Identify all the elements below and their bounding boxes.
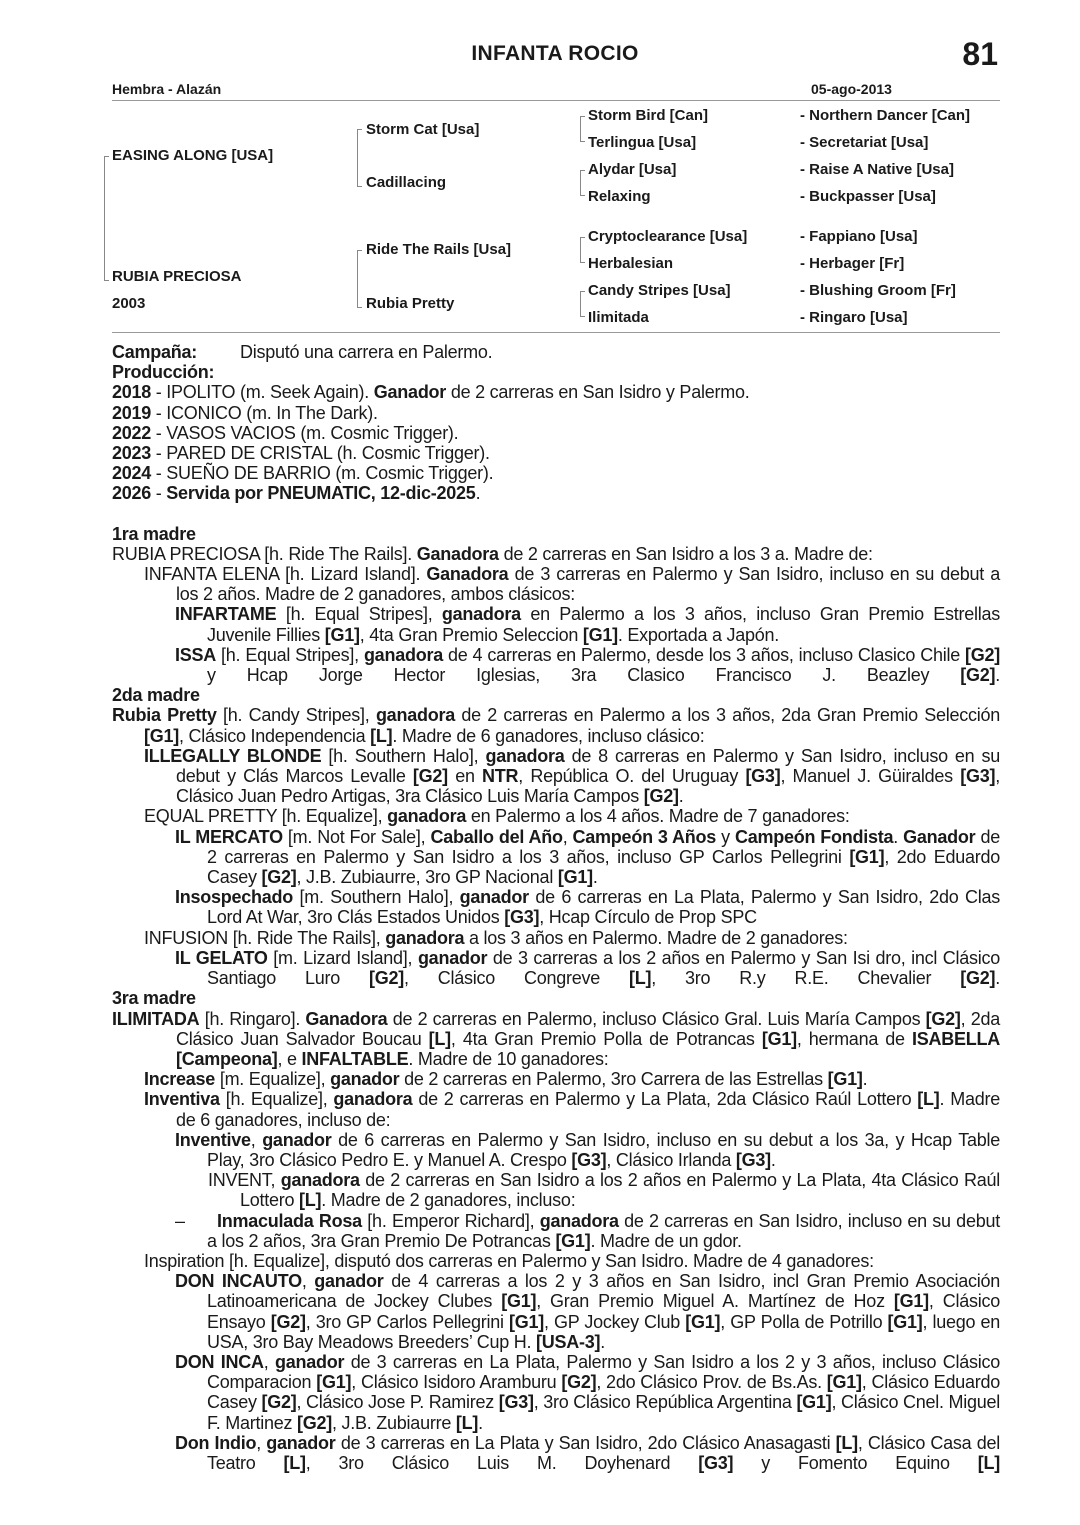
production-text: de 2 carreras en San Isidro y Palermo. [446, 382, 750, 403]
text-run: [h. Equal Stripes], [216, 644, 364, 665]
text-run: , 3ro Clásico República Argentina [533, 1392, 797, 1413]
bracket-gen3-b [580, 170, 585, 196]
production-item [112, 382, 1000, 402]
bracket-gen3-c-foot [580, 262, 585, 263]
text-run: . [862, 1069, 868, 1090]
production-text: . [475, 483, 481, 504]
bold-run: Inventiva [144, 1089, 220, 1110]
text-run: . [893, 826, 904, 847]
family-list [112, 544, 1000, 1473]
production-label: Producción: [112, 362, 215, 383]
horse-name-title: INFANTA ROCIO [471, 42, 639, 65]
gen4-dash-1: - [800, 107, 810, 124]
pedigree-gen4-label-5: Fappiano [Usa] [809, 228, 918, 245]
text-run: y Hcap Jorge Hector Iglesias, 3ra Clasico Francisco J. Beazley [207, 665, 961, 686]
production-year: 2018 [112, 382, 152, 403]
bold-run: Ganadora [305, 1008, 388, 1029]
pedigree-gen4-2 [800, 134, 928, 151]
text-run: y Fomento Equino [733, 1452, 978, 1473]
pedigree-sire: EASING ALONG [USA] [112, 147, 274, 164]
bracket-gen3-c [580, 237, 585, 263]
bold-run: ganadora [280, 1170, 360, 1191]
bold-run: [G3] [735, 1149, 771, 1170]
family-entry [112, 604, 1000, 644]
text-run: de 2 carreras en San Isidro a los 3 a. Madre de: [498, 543, 873, 564]
bold-run: [USA-3] [535, 1331, 601, 1352]
bracket-gen3-b-foot [580, 195, 585, 196]
pedigree-gen4-8 [800, 309, 908, 326]
pedigree-gen4-label-8: Ringaro [Usa] [809, 309, 908, 326]
text-run: , 4ta Gran Premio Polla de Potrancas [450, 1028, 762, 1049]
bold-run: ILIMITADA [112, 1008, 200, 1029]
bold-run: [G1] [827, 1069, 863, 1090]
text-run: , 2do Clásico Prov. de Bs.As. [596, 1372, 827, 1393]
bold-run: ganadora [485, 745, 565, 766]
text-run: , República O. del Uruguay [518, 766, 746, 787]
pedigree-gen3-2: Terlingua [Usa] [588, 134, 697, 151]
bold-run: [G3] [745, 766, 781, 787]
bold-run: Campeón 3 Años [572, 826, 717, 847]
bold-run: [G2] [297, 1412, 333, 1433]
pedigree-gen4-label-1: Northern Dancer [Can] [809, 107, 971, 124]
production-item [112, 483, 1000, 503]
text-run: en Palermo a los 4 años. Madre de 7 ganadores: [466, 806, 850, 827]
text-run: , 2da Clásico Juan Salvador Boucau [176, 1008, 1001, 1049]
pedigree-gen3-8: Ilimitada [588, 309, 649, 326]
production-text: - ICONICO (m. In The Dark). [151, 402, 378, 423]
bold-run: ILLEGALLY BLONDE [144, 745, 322, 766]
pedigree-gen4-1 [800, 107, 970, 124]
gen4-dash-4: - [800, 188, 810, 205]
bracket-gen2-b [357, 250, 362, 308]
production-text: - SUEÑO DE BARRIO (m. Cosmic Trigger). [151, 463, 494, 484]
bold-run: [G2] [643, 786, 679, 807]
family-entry [112, 1089, 1000, 1129]
pedigree-gen4-7 [800, 282, 956, 299]
bold-run: Ganador [903, 826, 976, 847]
text-run: [m. Lizard Island], [267, 947, 418, 968]
bold-run: [G3] [960, 766, 996, 787]
text-run: . Madre de 2 ganadores, incluso: [321, 1190, 576, 1211]
production-year: 2026 [112, 483, 152, 504]
pedigree-divider [112, 332, 1000, 333]
text-run: . [995, 665, 1000, 686]
pedigree-gen3-7: Candy Stripes [Usa] [588, 282, 731, 299]
text-run: RUBIA PRECIOSA [h. Ride The Rails]. [112, 543, 417, 564]
text-run: , [562, 826, 573, 847]
text-run: . Madre de un gdor. [590, 1230, 742, 1251]
text-run: EQUAL PRETTY [h. Equalize], [144, 806, 388, 827]
text-run: [h. Equal Stripes], [276, 604, 442, 625]
text-run: . [600, 1331, 605, 1352]
bold-run: Inventive [175, 1129, 251, 1150]
text-run: de 2 carreras en San Isidro a los 2 años en Palermo y La Plata, 4ta Clásico Raúl Lottero [240, 1170, 1000, 1211]
bold-run: [G2] [369, 968, 405, 989]
text-run: , Clásico Independencia [179, 725, 371, 746]
bold-run: ganadora [385, 927, 465, 948]
bold-run: [G1] [849, 846, 885, 867]
text-run: , 4ta Gran Premio Seleccion [359, 624, 583, 645]
text-run: [m. Not For Sale], [282, 826, 431, 847]
bracket-gen3-a-foot [580, 141, 585, 142]
text-run: [h. Candy Stripes], [216, 705, 376, 726]
bold-run: [G2] [925, 1008, 961, 1029]
gen4-dash-3: - [800, 161, 810, 178]
bold-run: [G2] [261, 867, 297, 888]
text-run: [m. Southern Halo], [293, 887, 460, 908]
bold-run: [L] [977, 1452, 1000, 1473]
text-run: , [301, 1271, 315, 1292]
text-run: , Clásico Ensayo [207, 1291, 1000, 1332]
gen4-dash-2: - [800, 134, 810, 151]
text-run: de 8 carreras en Palermo y San Isidro, incluso en su debut y Clás Marcos Levalle [176, 745, 1001, 787]
text-run: , luego en USA, 3ro Bay Meadows Breeders’ Cup H. [207, 1311, 1000, 1352]
text-run: , 3ro R.y R.E. Chevalier [651, 968, 961, 989]
bracket-gen2-a [357, 129, 362, 187]
bold-run: ganador [417, 947, 488, 968]
text-run: de 3 carreras en La Plata y San Isidro, 2do Clásico Anasagasti [335, 1432, 836, 1453]
bold-run: ganador [459, 887, 529, 908]
bold-run: [G3] [571, 1149, 607, 1170]
production-list [112, 382, 1000, 503]
text-run: [m. Equalize], [215, 1069, 331, 1090]
text-run: , hermana de [796, 1028, 912, 1049]
pedigree-gen4-6 [800, 255, 904, 272]
bold-run: IL MERCATO [175, 826, 283, 847]
text-run: , Hcap Círculo de Prop SPC [539, 907, 757, 928]
text-run: de 3 carreras en La Plata, Palermo y San Isidro a los 2 y 3 años, incluso Clásico Comparacion [207, 1351, 1000, 1393]
bold-run: [G2] [561, 1372, 597, 1393]
family-entry [112, 746, 1000, 807]
text-run: de 2 carreras en Palermo, 3ro Carrera de las Estrellas [399, 1069, 828, 1090]
pedigree-gen4-5 [800, 228, 918, 245]
family-entry [112, 1352, 1000, 1433]
pedigree-gen2-3: Ride The Rails [Usa] [366, 241, 512, 258]
dam-heading: 2da madre [112, 685, 200, 706]
production-item [112, 443, 1000, 463]
text-run: . [678, 786, 684, 807]
bold-run: DON INCA [175, 1351, 264, 1372]
bold-run: [G1] [685, 1311, 721, 1332]
text-run: de 6 carreras en Palermo y San Isidro, incluso en su debut a los 3a, y Hcap Table Play, 3ro Clásico Pedro E. y Manuel A. Crespo [207, 1129, 1001, 1170]
text-run: – [175, 1210, 217, 1231]
sex-color: Hembra - Alazán [112, 81, 222, 97]
text-run: , Clásico Eduardo Casey [207, 1372, 1000, 1413]
pedigree-gen3-6: Herbalesian [588, 255, 674, 272]
bold-run: Ganadora [416, 543, 499, 564]
text-run: . Madre de 6 ganadores, incluso de: [176, 1089, 1000, 1130]
pedigree-gen4-label-3: Raise A Native [Usa] [809, 161, 954, 178]
text-run: . Exportada a Japón. [617, 624, 780, 645]
campaign-text: Disputó una carrera en Palermo. [240, 342, 493, 362]
bold-run: [L] [299, 1190, 322, 1211]
pedigree-gen4-label-6: Herbager [Fr] [809, 255, 905, 272]
bold-run: ISSA [175, 644, 217, 665]
text-run: [h. Southern Halo], [321, 745, 486, 766]
pedigree-gen3-1: Storm Bird [Can] [588, 107, 708, 124]
text-run: , GP Jockey Club [544, 1311, 686, 1332]
bold-run: ganadora [539, 1210, 619, 1231]
text-run: INFUSION [h. Ride The Rails], [144, 927, 386, 948]
bold-run: NTR [482, 766, 519, 787]
gen4-dash-7: - [800, 282, 810, 299]
text-run: , 2do Eduardo Casey [207, 846, 1000, 888]
page-number: 81 [962, 36, 998, 72]
text-run: . [995, 968, 1000, 989]
bold-run: DON INCAUTO [175, 1271, 302, 1292]
text-run: [h. Emperor Richard], [361, 1210, 540, 1231]
bold-run: Inmaculada Rosa [217, 1210, 362, 1231]
spacer [112, 504, 1000, 524]
family-entry [112, 1069, 1000, 1089]
text-run: de 2 carreras en Palermo a los 3 años, 2da Gran Premio Selección [454, 705, 1001, 726]
production-year: 2022 [112, 422, 152, 443]
text-run: , Clásico Cnel. Miguel F. Martinez [207, 1392, 1001, 1433]
bold-run: ISABELLA [Campeona] [176, 1028, 1000, 1069]
text-run: . [592, 867, 598, 888]
bold-run: INFALTABLE [301, 1048, 409, 1069]
text-run: , J.B. Zubiaurre [332, 1412, 456, 1433]
text-run: , Clásico Irlanda [606, 1149, 736, 1170]
pedigree-gen2-4: Rubia Pretty [366, 295, 455, 312]
text-run: de 3 carreras a los 2 años en Palermo y San Isi dro, incl Clásico Santiago Luro [207, 947, 1001, 989]
bold-run: [G1] [501, 1291, 537, 1312]
bold-run: [G1] [555, 1230, 591, 1251]
text-run: Inspiration [h. Equalize], disputó dos carreras en Palermo y San Isidro. Madre de 4 ganadores: [144, 1250, 874, 1271]
family-entry [112, 948, 1000, 988]
bold-run: Campeón Fondista [734, 826, 894, 847]
family-entry [112, 827, 1000, 888]
production-text: - PARED DE CRISTAL (h. Cosmic Trigger). [151, 443, 490, 464]
production-item [112, 423, 1000, 443]
pedigree-gen4-label-4: Buckpasser [Usa] [809, 188, 936, 205]
bold-run: ganador [330, 1069, 400, 1090]
text-run: de 2 carreras en Palermo y San Isidro a los 3 años, incluso GP Carlos Pellegrini [207, 826, 1000, 867]
text-run: , [256, 1432, 267, 1453]
text-run: . [770, 1149, 776, 1170]
text-run: , Clásico Isidoro Aramburu [351, 1372, 562, 1393]
text-run: de 3 carreras en Palermo y San Isidro, incluso en su debut a los 2 años. Madre de 2 ganadores, ambos clásicos: [176, 564, 1000, 605]
text-run: , 3ro GP Carlos Pellegrini [305, 1311, 509, 1332]
text-run: , 3ro Clásico Luis M. Doyhenard [305, 1452, 699, 1473]
family-entry [112, 564, 1000, 604]
bold-run: [L] [835, 1432, 858, 1453]
production-text: - IPOLITO (m. Seek Again). [151, 382, 374, 403]
bold-run: [L] [917, 1089, 940, 1110]
gen4-dash-8: - [800, 309, 810, 326]
bold-run: [G1] [796, 1392, 832, 1413]
family-entry [112, 1009, 1000, 1070]
bold-run: [G1] [887, 1311, 923, 1332]
pedigree-gen3-5: Cryptoclearance [Usa] [588, 228, 748, 245]
text-run: , GP Polla de Potrillo [720, 1311, 888, 1332]
bold-run: [G3] [498, 1392, 534, 1413]
family-entry [112, 1433, 1000, 1473]
text-run: [h. Ringaro]. [199, 1008, 306, 1029]
bold-run: Don Indio [175, 1432, 257, 1453]
family-entry [112, 1130, 1000, 1170]
family-entry [112, 645, 1000, 685]
production-item [112, 463, 1000, 483]
production-item [112, 403, 1000, 423]
bold-run: [G1] [826, 1372, 862, 1393]
bold-run: Caballo del Año [430, 826, 563, 847]
text-run: , Manuel J. Güiraldes [780, 766, 961, 787]
bold-run: IL GELATO [175, 947, 268, 968]
text-run: , Clásico Juan Pedro Artigas, 3ra Clásico Luis María Campos [176, 766, 1001, 807]
bold-run: [G1] [316, 1372, 352, 1393]
bracket-gen1-foot [104, 280, 109, 281]
bold-run: [G3] [504, 907, 540, 928]
production-year: 2024 [112, 463, 152, 484]
bold-run: [G2] [960, 665, 996, 686]
bold-run: [L] [428, 1028, 451, 1049]
family-text [112, 342, 1000, 1473]
bold-run: [L] [370, 725, 393, 746]
text-run: , Gran Premio Miguel A. Martínez de Hoz [536, 1291, 894, 1312]
first-dam-heading: 1ra madre [112, 523, 196, 544]
text-run: , Clásico Jose P. Ramirez [296, 1392, 499, 1413]
text-run: . Madre de 6 ganadores, incluso clásico: [392, 725, 705, 746]
pedigree-dam: RUBIA PRECIOSA [112, 268, 242, 285]
pedigree-gen4-label-2: Secretariat [Usa] [809, 134, 929, 151]
production-text: - VASOS VACIOS (m. Cosmic Trigger). [151, 422, 459, 443]
family-entry [112, 705, 1000, 745]
campaign-label: Campaña: [112, 342, 198, 362]
pedigree-gen2-1: Storm Cat [Usa] [366, 121, 480, 138]
text-run: , [263, 1351, 275, 1372]
bold-run: ganadora [333, 1089, 413, 1110]
text-run: en [447, 766, 483, 787]
pedigree-gen4-4 [800, 188, 936, 205]
bold-run: [G1] [509, 1311, 544, 1332]
bold-run: ganador [274, 1351, 345, 1372]
birth-date: 05-ago-2013 [811, 81, 892, 97]
production-highlight: Ganador [373, 382, 447, 403]
text-run: de 4 carreras en Palermo, desde los 3 años, incluso Clasico Chile [442, 644, 966, 665]
bold-run: [G2] [960, 968, 996, 989]
family-entry [112, 1170, 1000, 1210]
bold-run: Increase [144, 1069, 216, 1090]
bold-run: ganador [266, 1432, 336, 1453]
text-run: de 2 carreras en San Isidro, incluso en su debut a los 2 años, 3ra Gran Premio De Potrancas [207, 1210, 1000, 1251]
pedigree-dam-year: 2003 [112, 295, 146, 312]
production-text: - [151, 483, 167, 504]
bracket-gen3-d [580, 291, 585, 317]
text-run: . Madre de 10 ganadores: [408, 1048, 609, 1069]
text-run: , [250, 1129, 263, 1150]
production-highlight: Servida por PNEUMATIC, 12-dic-2025 [166, 483, 476, 504]
bold-run: [G2] [270, 1311, 306, 1332]
family-entry [112, 928, 1000, 948]
bracket-gen3-d-foot [580, 316, 585, 317]
gen4-dash-6: - [800, 255, 810, 272]
text-run: de 2 carreras en Palermo, incluso Clásico Gral. Luis María Campos [387, 1008, 926, 1029]
dam-heading: 3ra madre [112, 988, 196, 1009]
bold-run: Ganadora [426, 564, 509, 585]
header-divider [112, 100, 1000, 101]
bold-run: ganador [262, 1129, 332, 1150]
bold-run: ganadora [387, 806, 467, 827]
bold-run: [G1] [144, 725, 179, 746]
bold-run: [G1] [582, 624, 618, 645]
text-run: , e [277, 1048, 302, 1069]
text-run: INFANTA ELENA [h. Lizard Island]. [144, 564, 427, 585]
text-run: de 2 carreras en Palermo y La Plata, 2da Clásico Raúl Lottero [412, 1089, 918, 1110]
bold-run: [L] [283, 1452, 306, 1473]
bold-run: [G2] [965, 644, 1001, 665]
family-entry [112, 1271, 1000, 1352]
bold-run: Insospechado [175, 887, 294, 908]
family-entry [112, 887, 1000, 927]
bold-run: ganadora [375, 705, 455, 726]
bold-run: [L] [629, 968, 652, 989]
text-run: [h. Equalize], [219, 1089, 334, 1110]
bold-run: ganadora [441, 604, 521, 625]
production-year: 2023 [112, 443, 152, 464]
pedigree-gen3-3: Alydar [Usa] [588, 161, 677, 178]
bold-run: [G2] [261, 1392, 297, 1413]
pedigree-gen2-2: Cadillacing [366, 174, 447, 191]
text-run: INVENT, [208, 1170, 281, 1191]
text-run: , Clásico Casa del Teatro [207, 1432, 1000, 1473]
family-entry [112, 806, 1000, 826]
pedigree-gen3-4: Relaxing [588, 188, 651, 205]
bold-run: [G1] [324, 624, 360, 645]
family-entry [112, 1251, 1000, 1271]
text-run: de 6 carreras en La Plata, Palermo y San Isidro, 2do Clas Lord At War, 3ro Clás Estados Unidos [207, 887, 1000, 928]
pedigree-gen4-3 [800, 161, 954, 178]
family-entry [112, 1211, 1000, 1251]
text-run: , Clásico Congreve [404, 968, 630, 989]
production-year: 2019 [112, 402, 152, 423]
bold-run: [G2] [412, 766, 448, 787]
bold-run: [L] [455, 1412, 479, 1433]
text-run: y [716, 826, 735, 847]
bracket-gen1 [104, 156, 109, 281]
bold-run: [G3] [698, 1452, 734, 1473]
text-run: en Palermo a los 3 años, incluso Gran Premio Estrellas Juvenile Fillies [207, 604, 1001, 645]
campaign-line [112, 342, 1000, 362]
bold-run: [G1] [893, 1291, 929, 1312]
bold-run: [G1] [557, 867, 593, 888]
bold-run: ganadora [363, 644, 443, 665]
family-entry [112, 544, 1000, 564]
bold-run: INFARTAME [175, 604, 277, 625]
gen4-dash-5: - [800, 228, 810, 245]
pedigree-gen4-label-7: Blushing Groom [Fr] [809, 282, 956, 299]
bracket-gen3-a [580, 116, 585, 142]
bold-run: ganador [314, 1271, 384, 1292]
bold-run: [G1] [761, 1028, 797, 1049]
text-run: , J.B. Zubiaurre, 3ro GP Nacional [296, 867, 558, 888]
bold-run: Rubia Pretty [112, 705, 217, 726]
text-run: a los 3 años en Palermo. Madre de 2 ganadores: [464, 927, 848, 948]
text-run: de 4 carreras a los 2 y 3 años en San Isidro, incl Gran Premio Asociación Latinoamericana de Jockey Clubes [207, 1271, 1000, 1312]
text-run: . [478, 1412, 483, 1433]
